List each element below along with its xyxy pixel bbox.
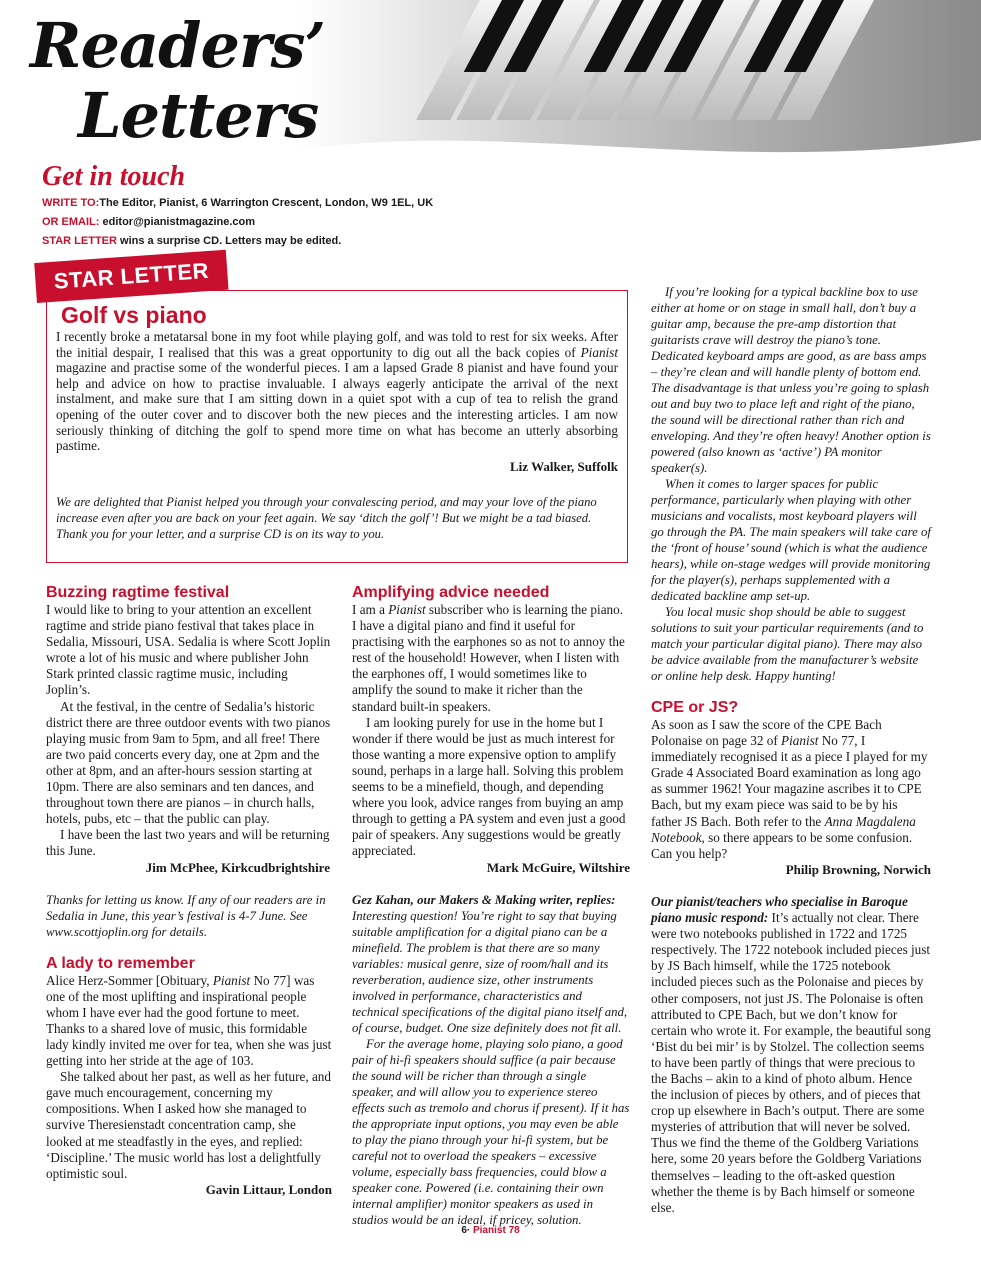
star-letter-reply: We are delighted that Pianist helped you through your convalescing period, and may your love of the piano increase even after you are back on your feet again. We say ‘ditch the golf’! But we might be a tad biased. Thank you for your letter, and a surprise CD is on its way to you. <box>56 494 597 541</box>
masthead <box>30 10 350 160</box>
letter-paragraph: I have been the last two years and will be returning this June. <box>46 827 330 859</box>
letter-signature: Mark McGuire, Wiltshire <box>486 859 630 875</box>
write-address: The Editor, Pianist, 6 Warrington Crescent, London, W9 1EL, UK <box>99 197 434 209</box>
star-letter-tab-label: STAR LETTER <box>52 257 210 294</box>
star-letter-box <box>46 290 628 563</box>
column-left <box>46 583 332 1198</box>
letter-paragraph: As soon as I saw the score of the CPE Bach Polonaise on page 32 of Pianist No 77, I immediately recognised it as a piece I played for my Grade 4 Associated Board examination as long ago as summer 1962! Your magazine ascribes it to CPE Bach, but my exam piece was said to be by his father JS Bach. Both refer to the Anna Magdalena Notebook, so there appears to be some confusion. Can you help? <box>651 717 928 861</box>
email-label: OR EMAIL: <box>42 216 100 228</box>
star-label: STAR LETTER <box>42 235 117 247</box>
contact-block <box>42 160 602 251</box>
letter-paragraph: I am a Pianist subscriber who is learning the piano. I have a digital piano and find it useful for practising with the earphones so as not to annoy the rest of the household! However, when I listen with the earphones off, I would sometimes like to amplify the sound to make it richer than the standard built-in speakers. <box>352 602 625 714</box>
magazine-name: Pianist <box>472 1225 506 1236</box>
expert-reply: If you’re looking for a typical backline box to use either at home or on stage in small hall, don’t buy a guitar amp, because the pre-amp distortion that guitarists crave will destroy the piano’s tone. Dedicated keyboard amps are good, as are bass amps – they’re clean and will handle plenty of bottom end. The disadvantage is that unless you’re going to splash out and buy two to place left and right of the piano, the sound will be directional rather than rich and enveloping. And they’re often heavy! Another option is powered (also known as ‘active’) PA monitor speaker(s). <box>651 285 931 475</box>
header-piano-keys-image <box>300 0 981 175</box>
star-letter-signature: Liz Walker, Suffolk <box>510 458 618 474</box>
letter-title-cpe: CPE or JS? <box>651 699 739 716</box>
contact-heading: Get in touch <box>42 161 186 192</box>
column-right <box>651 284 931 1216</box>
column-middle <box>352 583 630 1228</box>
email-address[interactable]: editor@pianistmagazine.com <box>102 216 256 228</box>
expert-reply: For the average home, playing solo piano, a good pair of hi-fi speakers should suffice (a pair because the sound will be richer than through a single speaker, and will allow you to experience stereo effects such as tremolo and chorus if present). If it has the appropriate input options, you may even be able to play the piano through your hi-fi system, but be careful not to overload the speakers – excessive volume, especially bass frequencies, could blow a speaker cone. Powered (i.e. containing their own internal amplifier) monitor speakers as used in studios would be an ideal, if pricey, solution. <box>352 1036 630 1227</box>
letter-signature: Philip Browning, Norwich <box>785 861 931 877</box>
write-label: WRITE TO: <box>42 197 100 209</box>
letter-signature: Gavin Littaur, London <box>205 1181 332 1197</box>
expert-reply: Gez Kahan, our Makers & Making writer, replies: Interesting question! You’re right to say that buying suitable amplification for a digital piano can be a minefield. The problem is that there are so many variables: musical genre, size of room/hall and its reverberation, audience size, other instruments involved in performance, characteristics and technical specifications of the digital piano itself and, of course, budget. One size definitely does not fit all. <box>352 892 628 1035</box>
expert-reply: You local music shop should be able to suggest solutions to suit your particular requirements (and to match your particular digital piano). There may also be advice available from the manufacturer’s website or online help desk. Happy hunting! <box>651 605 924 683</box>
star-letter-body: I recently broke a metatarsal bone in my foot while playing golf, and was told to rest for six weeks. After the initial despair, I realised that this was a great opportunity to dig out all the back copies of Pianist magazine and practise some of the wonderful pieces. I am a lapsed Grade 8 pianist and have found your help and advice on how to practise invaluable. I always eagerly anticipate the arrival of the next instalment, and make sure that I am sitting down in a quiet spot with a cup of tea to relish the grand opening of the outer cover and to discover both the new pieces and the interesting articles. I am now seriously thinking of ditching the golf to spend more time on what has become an utterly absorbing pastime. <box>56 329 618 454</box>
letter-paragraph: Alice Herz-Sommer [Obituary, Pianist No 77] was one of the most uplifting and inspirational people whom I have ever had the good fortune to meet. Thanks to a shared love of music, this formidable lady kindly invited me over for tea, when she was just getting into her stride at the age of 103. <box>46 972 332 1069</box>
star-note: wins a surprise CD. Letters may be edited. <box>120 235 342 247</box>
letter-paragraph: I am looking purely for use in the home but I wonder if there would be just as much interest for those wanting a more expensive option to amplify sound, perhaps in a large hall. Solving this problem seems to be a minefield, though, and depending where you look, advice ranges from buying an amp through to getting a PA system and even just a good pair of speakers. Any suggestions would be greatly appreciated. <box>352 714 626 859</box>
expert-reply: When it comes to larger spaces for public performance, particularly when playing with other musicians and vocalists, most keyboard players will go through the PA. The main speakers will take care of the ‘front of house’ sound (which is what the audience hears), while on-stage wedges will provide monitoring for the player(s), perhaps supplemented with a dedicated backline amp set-up. <box>651 477 931 603</box>
contact-email-line <box>42 213 602 232</box>
star-letter-title: Golf vs piano <box>61 302 207 328</box>
page-footer: 6· Pianist 78 <box>461 1225 520 1236</box>
letter-signature: Jim McPhee, Kirkcudbrightshire <box>145 859 330 875</box>
letter-paragraph: At the festival, in the centre of Sedalia’s historic district there are three outdoor events with two pianos playing music from 9am to 5pm, and all free! There are two paid concerts every day, one at 2pm and the other at 8pm, and an after-hours session starting at 10pm. There are also seminars and ten dances, and throughout town there are pianos – in church halls, hotels, pubs, etc – that the public can play. <box>46 698 331 827</box>
page-number: 6 <box>461 1225 467 1236</box>
editor-reply: Thanks for letting us know. If any of our readers are in Sedalia in June, this year’s festival is 4-7 June. See www.scottjoplin.org for details. <box>46 892 326 939</box>
masthead-line-1: Readers’ <box>30 9 326 82</box>
issue-number: 78 <box>508 1225 520 1236</box>
letter-title-buzzing: Buzzing ragtime festival <box>46 584 230 601</box>
expert-reply: Our pianist/teachers who specialise in Baroque piano music respond: It’s actually not clear. There were two notebooks published in 1722 and 1725 respectively. The 1722 notebook included pieces just by JS Bach himself, while the 1725 notebook included pieces such as the Polonaise and pieces by other composers, not just JS. The Polonaise is often attributed to CPE Bach, but we don’t know for certain who wrote it. For example, the beautiful song ‘Bist du bei mir’ is by Stolzel. The collection seems to have been partly of things that were precious to the Bachs – akin to a kind of photo album. Hence the inclusion of pieces by others, and of pieces that crop up elsewhere in Bach’s output. There are some mysteries of attribution that will never be solved. Thus we find the theme of the Goldberg Variations here, some 20 years before the Goldberg Variations themselves – leading to the oft-asked question whether the theme is by Bach himself or someone else. <box>651 893 931 1215</box>
masthead-line-2: Letters <box>78 79 319 152</box>
contact-write-line <box>42 194 602 213</box>
letter-paragraph: I would like to bring to your attention an excellent ragtime and stride piano festival that takes place in Sedalia, Missouri, USA. Sedalia is where Scott Joplin wrote a lot of his music and where publisher John Stark printed classic ragtime music, including Joplin’s. <box>46 602 331 698</box>
contact-star-line <box>42 232 602 251</box>
letter-title-lady: A lady to remember <box>46 954 195 972</box>
letter-title-amplifying: Amplifying advice needed <box>352 584 550 601</box>
letter-paragraph: She talked about her past, as well as her future, and gave much encouragement, concerning my compositions. When I asked how she managed to survive Theresienstadt concentration camp, she looked at me steadfastly in the eyes, and replied: ‘Discipline.’ The music world has lost a delightfully optimistic soul. <box>46 1069 331 1181</box>
